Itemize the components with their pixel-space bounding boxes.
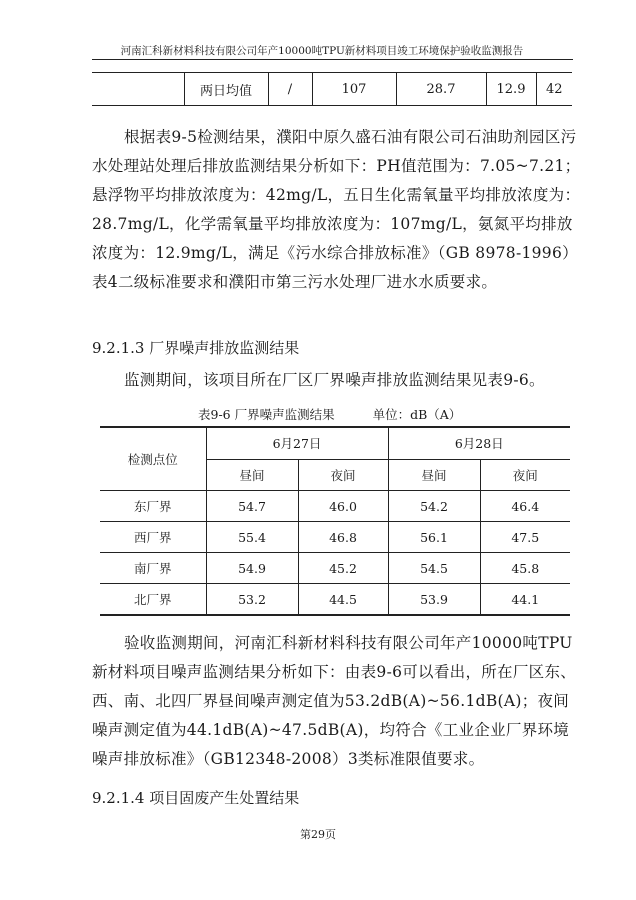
table-cell: 42 — [536, 73, 572, 106]
value-cell: 54.7 — [206, 491, 298, 522]
value-cell: 44.5 — [298, 584, 388, 616]
table-cell: 两日均值 — [184, 73, 268, 106]
value-cell: 53.9 — [388, 584, 480, 616]
previous-table-tail — [92, 72, 572, 106]
column-header-date: 6月27日 — [206, 427, 388, 459]
table-cell: 12.9 — [486, 73, 536, 106]
value-cell: 44.1 — [480, 584, 570, 616]
value-cell: 46.0 — [298, 491, 388, 522]
value-cell: 45.2 — [298, 553, 388, 584]
table-row — [100, 553, 570, 584]
section-heading-solid-waste: 9.2.1.4 项目固废产生处置结果 — [92, 789, 300, 807]
site-cell: 东厂界 — [100, 491, 206, 522]
site-cell: 北厂界 — [100, 584, 206, 616]
noise-table — [100, 426, 570, 616]
table-cell: 107 — [312, 73, 396, 106]
paragraph-text: 监测期间，该项目所在厂区厂界噪声排放监测结果见表9-6。 — [124, 371, 545, 389]
page-header: 河南汇科新材料科技有限公司年产10000吨TPU新材料项目竣工环境保护验收监测报告 — [120, 45, 524, 57]
column-header-period: 昼间 — [388, 459, 480, 491]
table-header-row — [100, 427, 570, 459]
value-cell: 46.4 — [480, 491, 570, 522]
table-row — [100, 584, 570, 616]
column-header-period: 昼间 — [206, 459, 298, 491]
table-caption — [198, 405, 461, 423]
value-cell: 46.8 — [298, 522, 388, 553]
section-heading-noise: 9.2.1.3 厂界噪声排放监测结果 — [92, 339, 300, 357]
site-cell: 西厂界 — [100, 522, 206, 553]
table-caption-unit: 单位：dB（A） — [372, 407, 462, 422]
table-row — [100, 491, 570, 522]
paragraph-wastewater-results — [92, 123, 582, 297]
value-cell: 54.2 — [388, 491, 480, 522]
value-cell: 54.9 — [206, 553, 298, 584]
column-header-date: 6月28日 — [388, 427, 570, 459]
page-number: 第29页 — [300, 828, 336, 841]
value-cell: 47.5 — [480, 522, 570, 553]
table-row — [92, 73, 572, 106]
column-header-period: 夜间 — [480, 459, 570, 491]
table-cell: 28.7 — [396, 73, 486, 106]
header-rule — [92, 59, 573, 60]
value-cell: 56.1 — [388, 522, 480, 553]
value-cell: 54.5 — [388, 553, 480, 584]
table-cell — [92, 73, 184, 106]
table-caption-title: 表9-6 厂界噪声监测结果 — [198, 407, 335, 422]
site-cell: 南厂界 — [100, 553, 206, 584]
column-header-period: 夜间 — [298, 459, 388, 491]
paragraph-noise-intro — [92, 366, 582, 395]
value-cell: 45.8 — [480, 553, 570, 584]
column-header-site: 检测点位 — [100, 427, 206, 491]
value-cell: 55.4 — [206, 522, 298, 553]
paragraph-text: 验收监测期间，河南汇科新材料科技有限公司年产10000吨TPU新材料项目噪声监测结果分析如下：由表9-6可以看出，所在厂区东、西、南、北四厂界昼间噪声测定值为53.2dB(A)~56.1dB(A)；夜间噪声测定值为44.1dB(A)~47.5dB(A)，均符合《工业企业厂界环境噪声排放标准》（GB12348-2008）3类标准限值要求。 — [92, 634, 577, 768]
value-cell: 53.2 — [206, 584, 298, 616]
table-row — [100, 522, 570, 553]
paragraph-text: 根据表9-5检测结果，濮阳中原久盛石油有限公司石油助剂园区污水处理站处理后排放监测结果分析如下：PH值范围为：7.05~7.21；悬浮物平均排放浓度为：42mg/L，五日生化需氧量平均排放浓度为：28.7mg/L，化学需氧量平均排放浓度为：107mg/L，氨氮平均排放浓度为：12.9mg/L，满足《污水综合排放标准》（GB 8978-1996）表4二级标准要求和濮阳市第三污水处理厂进水水质要求。 — [92, 128, 581, 291]
table-cell: / — [268, 73, 312, 106]
paragraph-noise-results — [92, 629, 582, 774]
